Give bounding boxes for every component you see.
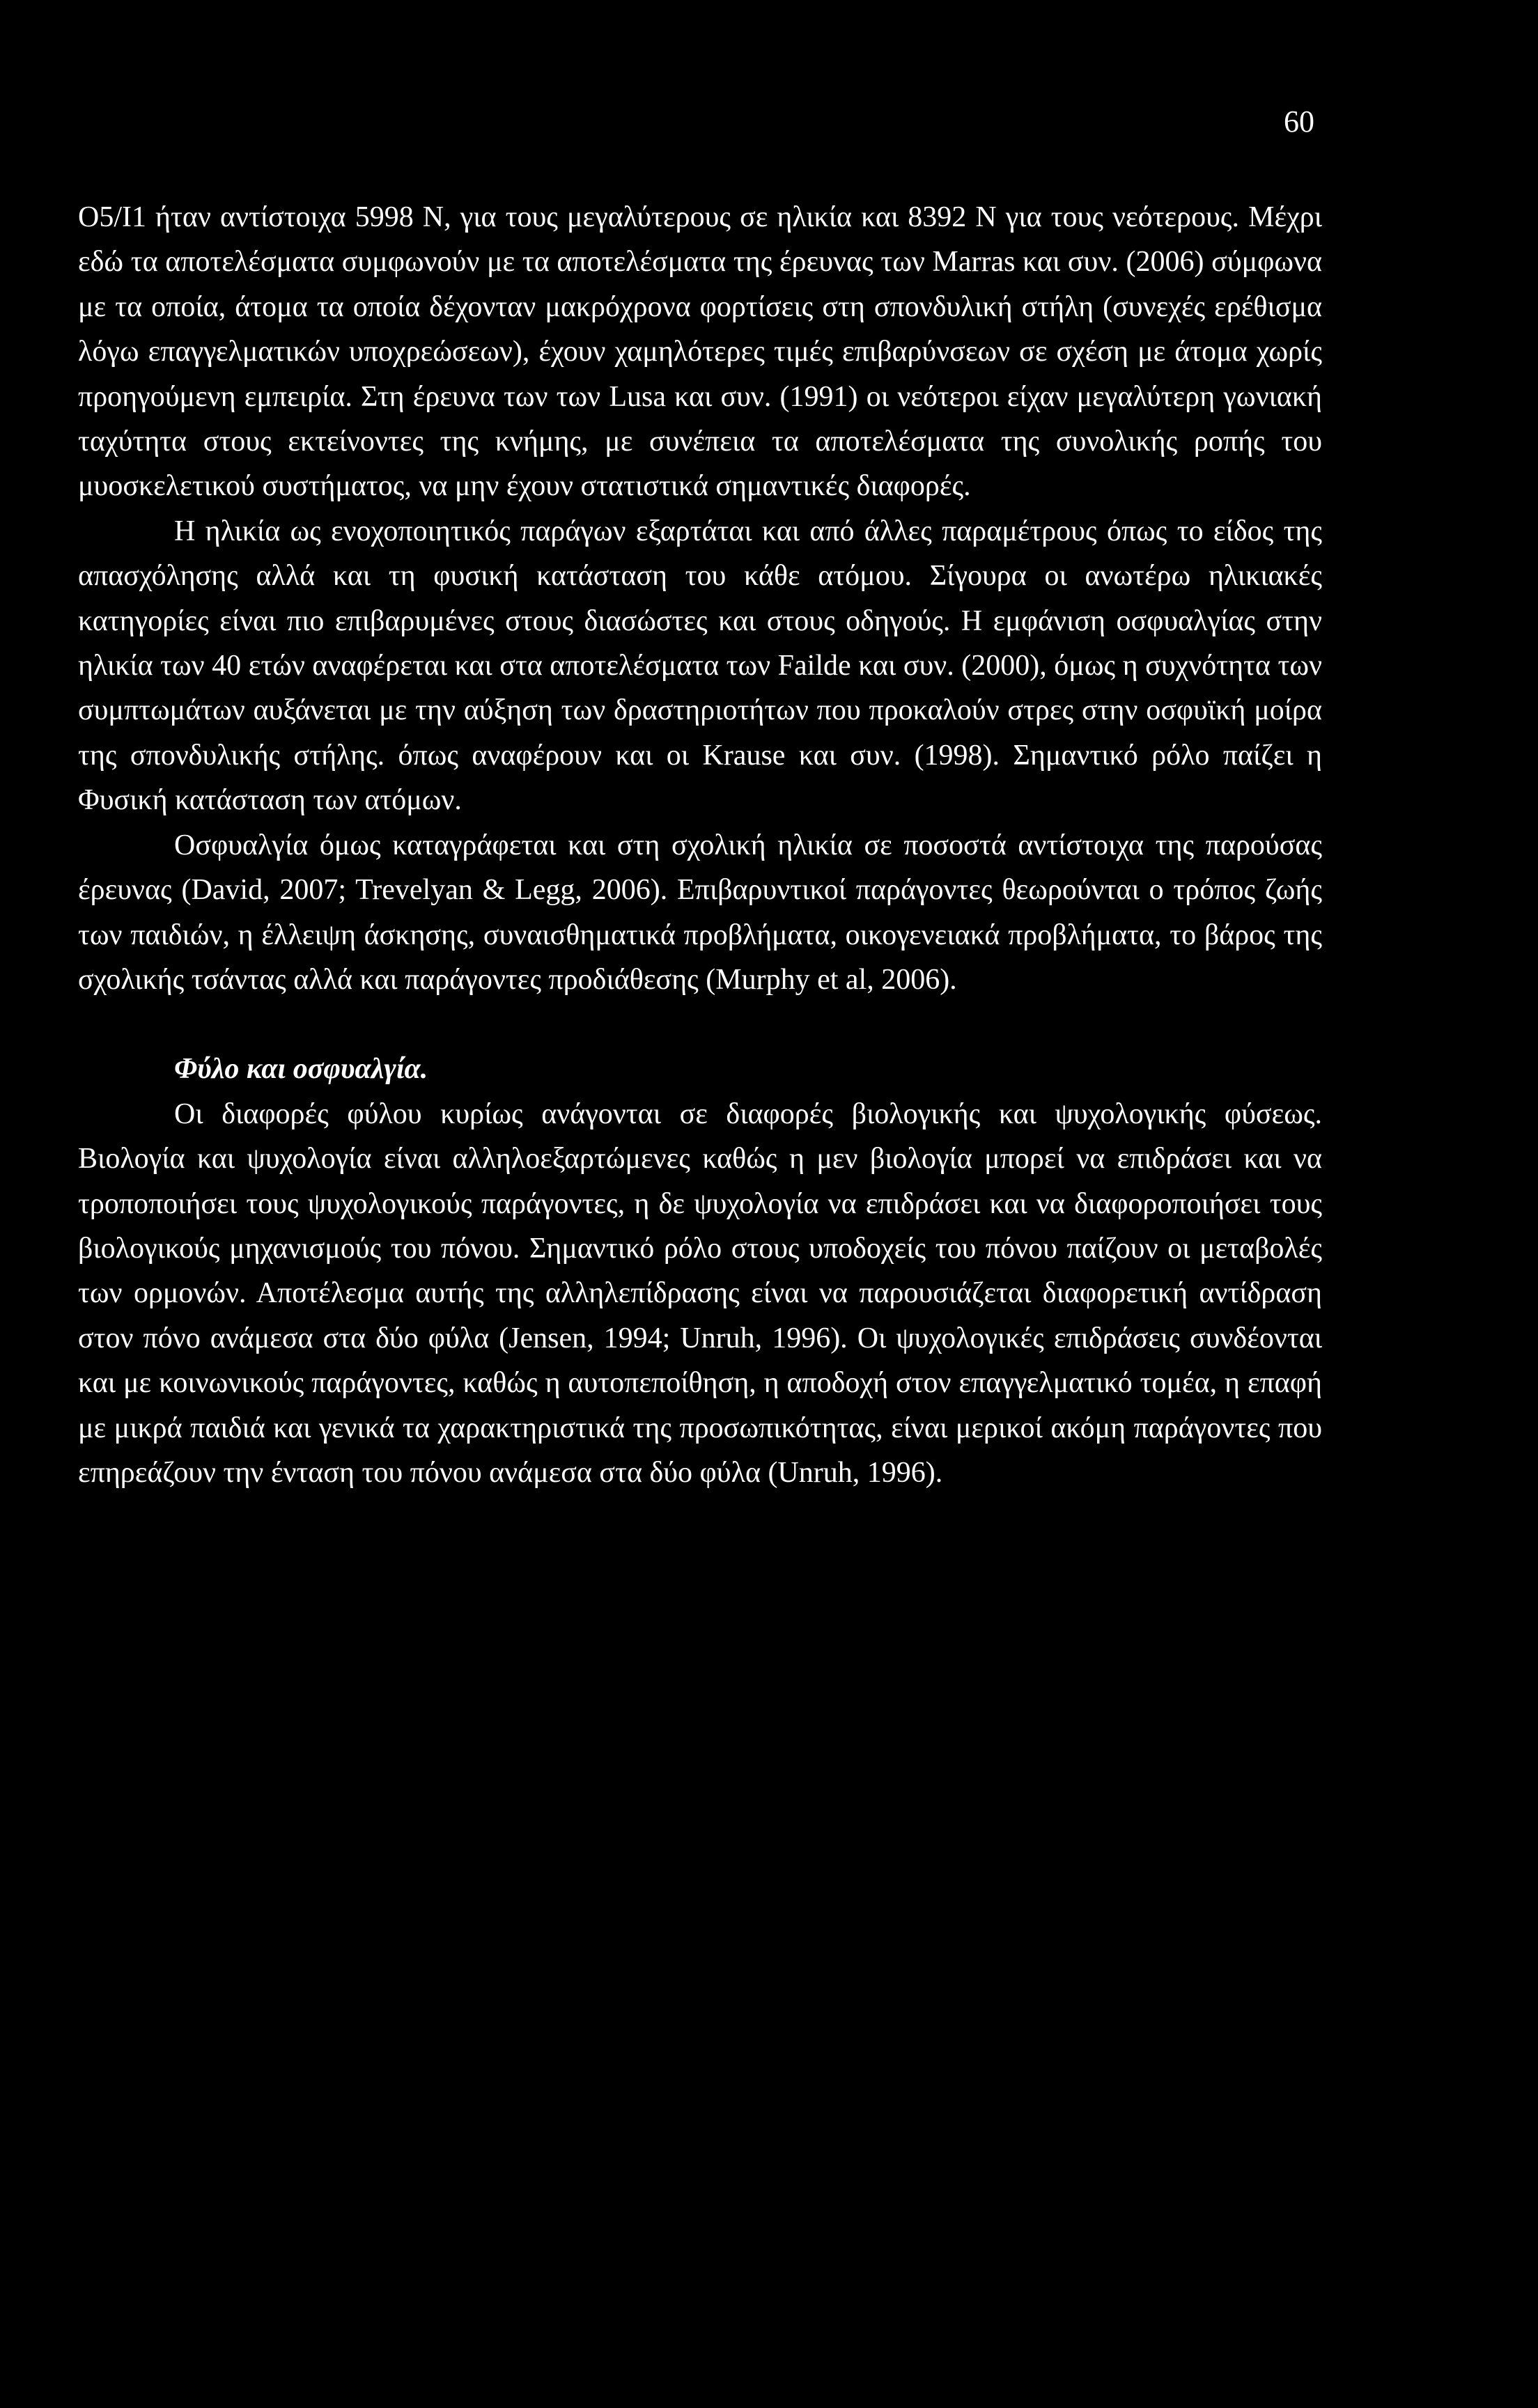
section-heading: Φύλο και οσφυαλγία. xyxy=(174,1053,428,1086)
paragraph: Ο5/Ι1 ήταν αντίστοιχα 5998 Ν, για τους μεγαλύτερους σε ηλικία και 8392 Ν για τους νεότερους. Μέχρι εδώ τα αποτελέσματα συμφωνούν με τα αποτελέσματα της έρευνας των Marras και συν. (2006) σύμφωνα με τα οποία, άτομα τα οποία δέχονταν μακρόχρονα φορτίσεις στη σπονδυλική στήλη (συνεχές ερέθισμα λόγω επαγγελματικών υποχρεώσεων), έχουν χαμηλότερες τιμές επιβαρύνσεων σε σχέση με άτομα χωρίς προηγούμενη εμπειρία. Στη έρευνα των των Lusa και συν. (1991) οι νεότεροι είχαν μεγαλύτερη γωνιακή ταχύτητα στους εκτείνοντες της κνήμης, με συνέπεια τα αποτελέσματα της συνολικής ροπής του μυοσκελετικού συστήματος, να μην έχουν στατιστικά σημαντικές διαφορές. xyxy=(78,201,1322,503)
paragraph: Οσφυαλγία όμως καταγράφεται και στη σχολική ηλικία σε ποσοστά αντίστοιχα της παρούσας έρευνας (David, 2007; Trevelyan & Legg, 2006). Επιβαρυντικοί παράγοντες θεωρούνται ο τρόπος ζωής των παιδιών, η έλλειψη άσκησης, συναισθηματικά προβλήματα, οικογενειακά προβλήματα, το βάρος της σχολικής τσάντας αλλά και παράγοντες προδιάθεσης (Murphy et al, 2006). xyxy=(78,829,1322,996)
paragraph: Οι διαφορές φύλου κυρίως ανάγονται σε διαφορές βιολογικής και ψυχολογικής φύσεως. Βιολογία και ψυχολογία είναι αλληλοεξαρτώμενες καθώς η μεν βιολογία μπορεί να επιδράσει και να τροποποιήσει τους ψυχολογικούς παράγοντες, η δε ψυχολογία να επιδράσει και να διαφοροποιήσει τους βιολογικούς μηχανισμούς του πόνου. Σημαντικό ρόλο στους υποδοχείς του πόνου παίζουν οι μεταβολές των ορμονών. Αποτέλεσμα αυτής της αλληλεπίδρασης είναι να παρουσιάζεται διαφορετική αντίδραση στον πόνο ανάμεσα στα δύο φύλα (Jensen, 1994; Unruh, 1996). Οι ψυχολογικές επιδράσεις συνδέονται και με κοινωνικούς παράγοντες, καθώς η αυτοπεποίθηση, η αποδοχή στον επαγγελματικό τομέα, η επαφή με μικρά παιδιά και γενικά τα χαρακτηριστικά της προσωπικότητας, είναι μερικοί ακόμη παράγοντες που επηρεάζουν την ένταση του πόνου ανάμεσα στα δύο φύλα (Unruh, 1996). xyxy=(78,1097,1322,1489)
paragraph: Η ηλικία ως ενοχοποιητικός παράγων εξαρτάται και από άλλες παραμέτρους όπως το είδος της απασχόλησης αλλά και τη φυσική κατάσταση του κάθε ατόμου. Σίγουρα οι ανωτέρω ηλικιακές κατηγορίες είναι πιο επιβαρυμένες στους διασώστες και στους οδηγούς. Η εμφάνιση οσφυαλγίας στην ηλικία των 40 ετών αναφέρεται και στα αποτελέσματα των Failde και συν. (2000), όμως η συχνότητα των συμπτωμάτων αυξάνεται με την αύξηση των δραστηριοτήτων που προκαλούν στρες στην οσφυϊκή μοίρα της σπονδυλικής στήλης. όπως αναφέρουν και οι Krause και συν. (1998). Σημαντικό ρόλο παίζει η Φυσική κατάσταση των ατόμων. xyxy=(78,515,1322,817)
document-body xyxy=(78,195,1322,1495)
page-number: 60 xyxy=(1284,104,1314,139)
